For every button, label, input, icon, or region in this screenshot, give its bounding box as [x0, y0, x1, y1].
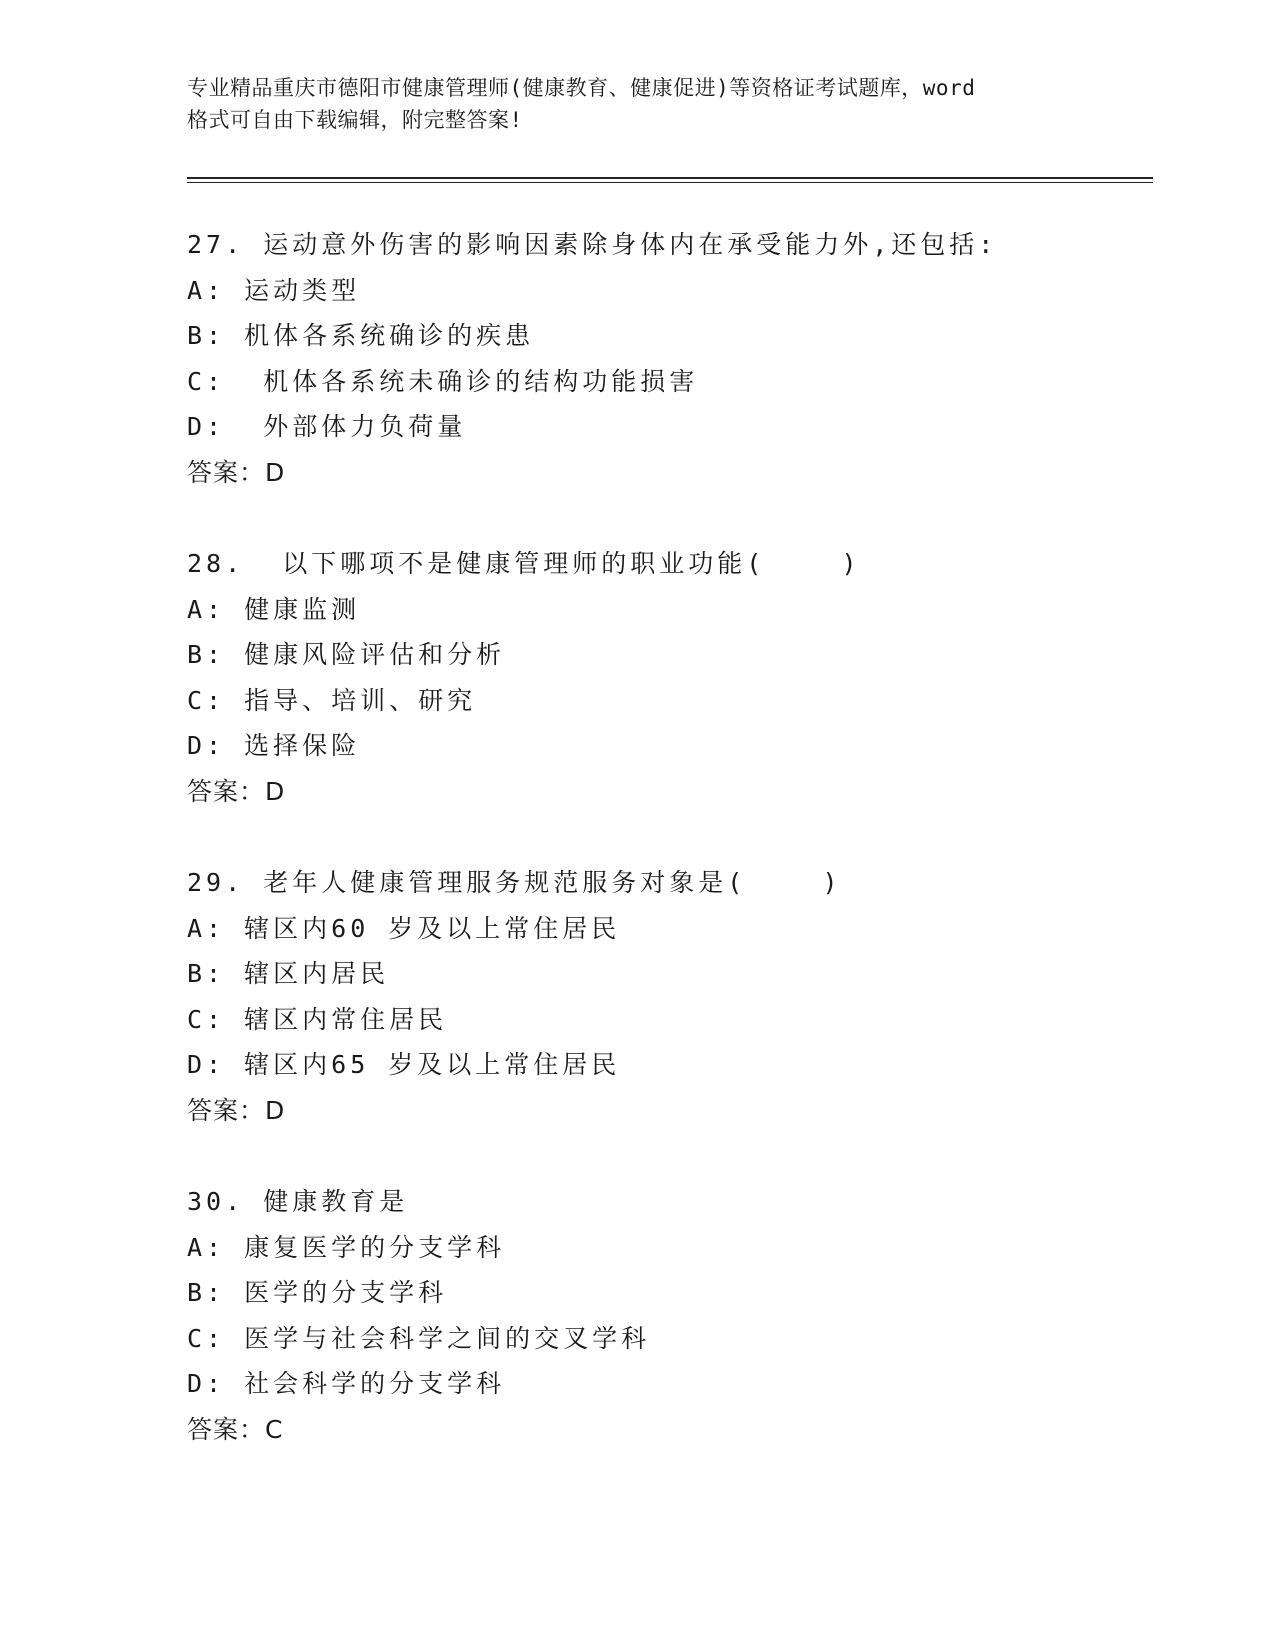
option-c: C: 辖区内常住居民 [187, 1004, 448, 1034]
option-a: A: 健康监测 [187, 594, 361, 624]
header-divider-thick [187, 177, 1153, 179]
answer: 答案：D [187, 457, 286, 487]
question-stem: 27. 运动意外伤害的影响因素除身体内在承受能力外,还包括: [187, 230, 998, 259]
question-stem: 30. 健康教育是 [187, 1187, 409, 1216]
option-b: B: 健康风险评估和分析 [187, 640, 506, 669]
option-d: D: 选择保险 [187, 731, 361, 760]
option-b: B: 医学的分支学科 [187, 1278, 448, 1307]
header-line-1: 专业精品重庆市德阳市健康管理师(健康教育、健康促进)等资格证考试题库，word [187, 76, 976, 100]
question-27 [187, 222, 1147, 495]
question-30 [187, 1179, 1147, 1452]
question-29 [187, 860, 1147, 1133]
option-a: A: 康复医学的分支学科 [187, 1232, 506, 1262]
option-b: B: 机体各系统确诊的疾患 [187, 321, 535, 350]
option-a: A: 运动类型 [187, 275, 361, 305]
option-d: D: 社会科学的分支学科 [187, 1369, 506, 1398]
option-d: D: 外部体力负荷量 [187, 412, 467, 441]
option-d: D: 辖区内65 岁及以上常住居民 [187, 1050, 621, 1079]
question-stem: 29. 老年人健康管理服务规范服务对象是( ) [187, 868, 842, 897]
answer: 答案：D [187, 776, 286, 806]
answer: 答案：C [187, 1414, 284, 1444]
option-b: B: 辖区内居民 [187, 959, 390, 988]
document-header [187, 72, 1087, 136]
header-divider-thin [187, 182, 1153, 183]
option-c: C: 指导、培训、研究 [187, 685, 477, 715]
option-a: A: 辖区内60 岁及以上常住居民 [187, 913, 621, 943]
answer: 答案：D [187, 1095, 286, 1125]
question-stem: 28. 以下哪项不是健康管理师的职业功能( ) [187, 549, 861, 578]
question-28 [187, 541, 1147, 814]
option-c: C: 医学与社会科学之间的交叉学科 [187, 1323, 651, 1353]
header-line-2: 格式可自由下载编辑，附完整答案! [187, 108, 523, 132]
option-c: C: 机体各系统未确诊的结构功能损害 [187, 366, 699, 396]
